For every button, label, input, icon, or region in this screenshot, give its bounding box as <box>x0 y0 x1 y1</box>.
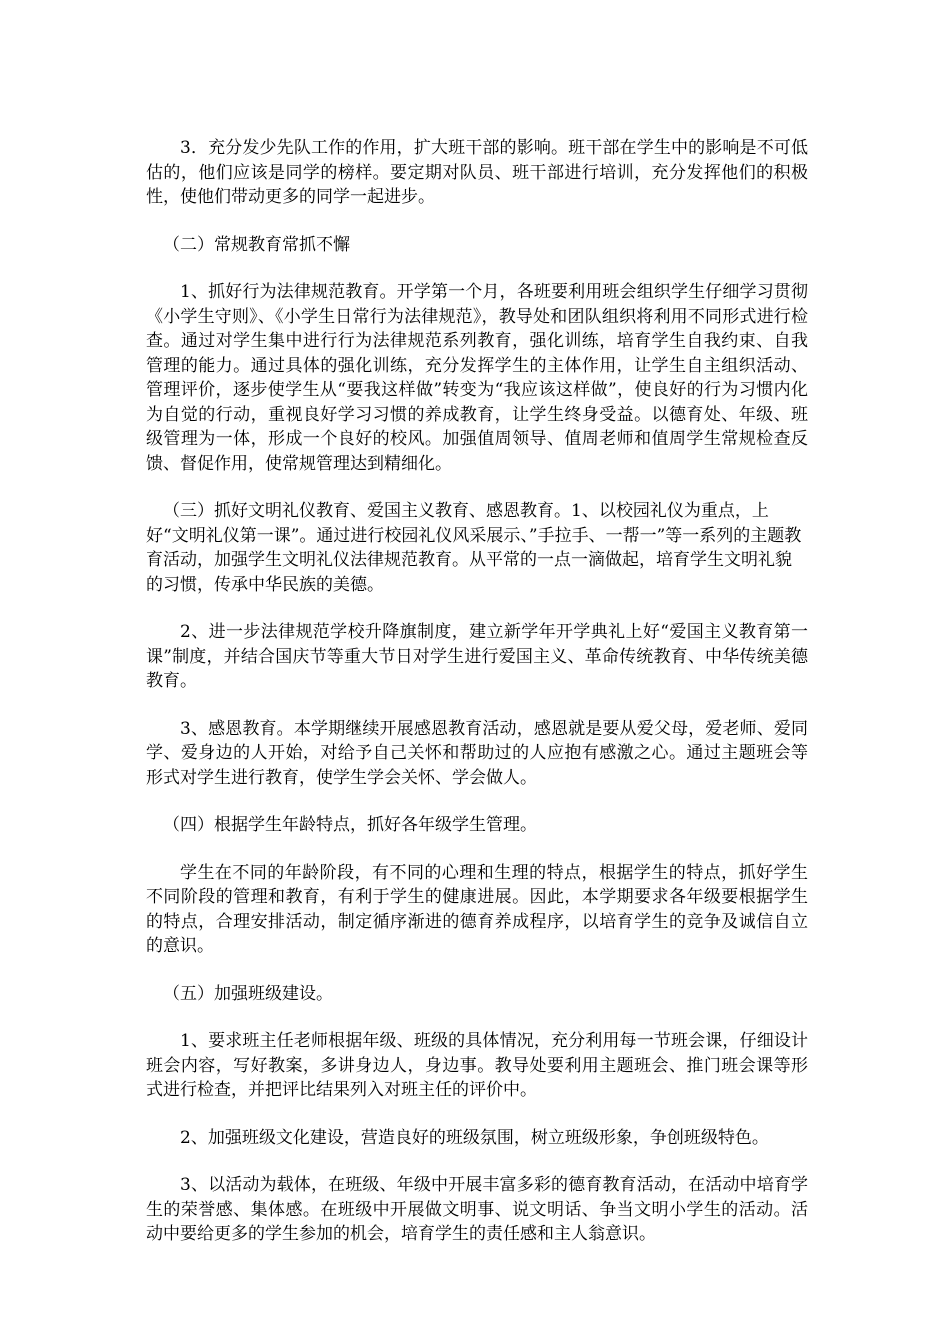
paragraph-class-culture: 2、加强班级文化建设，营造良好的班级氛围，树立班级形象，争创班级特色。 <box>180 1127 769 1148</box>
paragraph-flag-ceremony: 2、进一步法律规范学校升降旗制度，建立新学年开学典礼上好“爱国主义教育第一课”制度，并结合国庆节等重大节日对学生进行爱国主义、革命传统教育、中华传统美德教育。 <box>146 622 808 691</box>
document-body <box>146 136 808 1270</box>
section-heading-etiquette-education: （三）抓好文明礼仪教育、爱国主义教育、感恩教育。1、以校园礼仪为重点，上好“文明礼仪第一课”。通过进行校园礼仪风采展示、”手拉手、一帮一”等一系列的主题教育活动，加强学生文明礼仪法律规范教育。从平常的一点一滴做起，培育学生文明礼貌的习惯，传承中华民族的美德。 <box>146 501 802 595</box>
section-heading-grade-management: （四）根据学生年龄特点，抓好各年级学生管理。 <box>163 815 537 835</box>
paragraph-activities: 3、以活动为载体，在班级、年级中开展丰富多彩的德育教育活动，在活动中培育学生的荣誉感、集体感。在班级中开展做文明事、说文明话、争当文明小学生的活动。活动中要给更多的学生参加的机会，培育学生的责任感和主人翁意识。 <box>146 1175 808 1244</box>
paragraph-class-meetings: 1、要求班主任老师根据年级、班级的具体情况，充分利用每一节班会课，仔细设计班会内容，写好教案，多讲身边人，身边事。教导处要利用主题班会、推门班会课等形式进行检查，并把评比结果列入对班主任的评价中。 <box>146 1031 808 1100</box>
paragraph-age-stages: 学生在不同的年龄阶段，有不同的心理和生理的特点，根据学生的特点，抓好学生不同阶段的管理和教育，有利于学生的健康进展。因此，本学期要求各年级要根据学生的特点，合理安排活动，制定循序渐进的德育养成程序，以培育学生的竞争及诚信自立的意识。 <box>146 862 808 956</box>
paragraph-gratitude-education: 3、感恩教育。本学期继续开展感恩教育活动，感恩就是要从爱父母，爱老师、爱同学、爱身边的人开始，对给予自己关怀和帮助过的人应抱有感激之心。通过主题班会等形式对学生进行教育，使学生学会关怀、学会做人。 <box>146 718 808 788</box>
section-heading-routine-education: （二）常规教育常抓不懈 <box>163 234 350 255</box>
paragraph-class-leaders: 3．充分发少先队工作的作用，扩大班干部的影响。班干部在学生中的影响是不可低估的，他们应该是同学的榜样。要定期对队员、班干部进行培训，充分发挥他们的积极性，使他们带动更多的同学一起进步。 <box>146 138 808 207</box>
section-heading-class-building: （五）加强班级建设。 <box>163 983 333 1004</box>
paragraph-behavior-norms: 1、抓好行为法律规范教育。开学第一个月，各班要利用班会组织学生仔细学习贯彻《小学生守则》、《小学生日常行为法律规范》，教导处和团队组织将利用不同形式进行检查。通过对学生集中进行行为法律规范系列教育，强化训练，培育学生自我约束、自我管理的能力。通过具体的强化训练，充分发挥学生的主体作用，让学生自主组织活动、管理评价，逐步使学生从“要我这样做”转变为“我应该这样做”，使良好的行为习惯内化为自觉的行动，重视良好学习习惯的养成教育，让学生终身受益。以德育处、年级、班级管理为一体，形成一个良好的校风。加强值周领导、值周老师和值周学生常规检查反馈、督促作用，使常规管理达到精细化。 <box>146 282 808 474</box>
